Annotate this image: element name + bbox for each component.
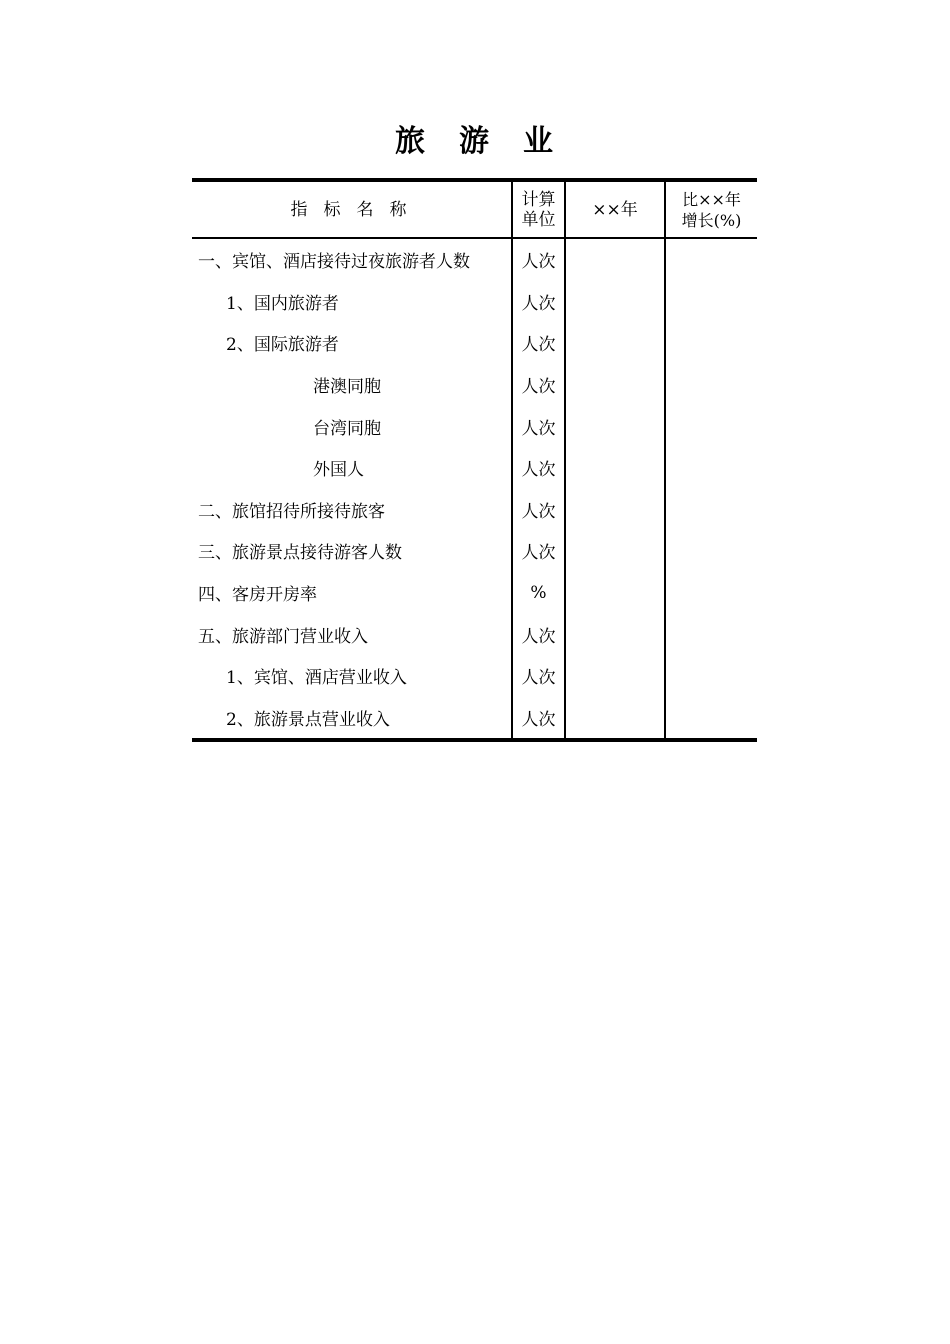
row-value-cell	[565, 405, 665, 447]
header-indicator-name: 指标名称	[192, 180, 512, 238]
header-unit	[512, 180, 565, 238]
row-growth-cell	[665, 364, 757, 406]
header-growth	[665, 180, 757, 238]
row-indicator-name: 2、国际旅游者	[226, 335, 339, 356]
header-unit-line1: 计算	[521, 189, 556, 210]
row-growth-cell	[665, 489, 757, 531]
row-indicator-name: 港澳同胞	[313, 377, 381, 398]
row-growth-cell	[665, 613, 757, 655]
row-indicator-name: 外国人	[313, 460, 364, 481]
table-row	[192, 322, 757, 364]
row-growth-cell	[665, 281, 757, 323]
row-indicator-name: 台湾同胞	[313, 418, 381, 439]
row-value-cell	[565, 364, 665, 406]
row-indicator-name: 1、宾馆、酒店营业收入	[226, 668, 407, 689]
tourism-stats-table	[192, 178, 757, 742]
row-unit: 人次	[512, 697, 565, 741]
row-unit: 人次	[512, 530, 565, 572]
table-row	[192, 655, 757, 697]
row-value-cell	[565, 530, 665, 572]
row-indicator-name: 三、旅游景点接待游客人数	[198, 543, 402, 564]
table-row	[192, 364, 757, 406]
row-indicator-name: 四、客房开房率	[198, 585, 317, 606]
table-row	[192, 697, 757, 741]
row-unit: 人次	[512, 364, 565, 406]
row-unit: 人次	[512, 238, 565, 281]
row-indicator-name: 1、国内旅游者	[226, 293, 339, 314]
row-indicator-name: 二、旅馆招待所接待旅客	[198, 501, 385, 522]
table-header-row	[192, 180, 757, 238]
header-value: ××年	[565, 180, 665, 238]
row-growth-cell	[665, 697, 757, 741]
row-unit: 人次	[512, 655, 565, 697]
row-growth-cell	[665, 447, 757, 489]
table-row	[192, 489, 757, 531]
table-row	[192, 530, 757, 572]
row-growth-cell	[665, 238, 757, 281]
table-row	[192, 447, 757, 489]
row-value-cell	[565, 697, 665, 741]
table-row	[192, 238, 757, 281]
page-title: 旅 游 业	[395, 124, 555, 159]
row-growth-cell	[665, 405, 757, 447]
row-unit: 人次	[512, 322, 565, 364]
row-growth-cell	[665, 655, 757, 697]
row-growth-cell	[665, 530, 757, 572]
row-unit: %	[512, 572, 565, 614]
table-row	[192, 572, 757, 614]
row-value-cell	[565, 447, 665, 489]
row-value-cell	[565, 489, 665, 531]
row-growth-cell	[665, 322, 757, 364]
row-growth-cell	[665, 572, 757, 614]
header-growth-line1: 比××年	[682, 189, 741, 209]
table-body	[192, 238, 757, 740]
row-indicator-name: 2、旅游景点营业收入	[192, 697, 512, 741]
row-indicator-name: 一、宾馆、酒店接待过夜旅游者人数	[198, 252, 470, 273]
table-row	[192, 281, 757, 323]
header-unit-line2: 单位	[521, 209, 556, 230]
row-unit: 人次	[512, 613, 565, 655]
row-unit: 人次	[512, 281, 565, 323]
row-value-cell	[565, 613, 665, 655]
row-indicator-name: 五、旅游部门营业收入	[198, 626, 368, 647]
row-unit: 人次	[512, 405, 565, 447]
row-value-cell	[565, 322, 665, 364]
row-value-cell	[565, 238, 665, 281]
header-growth-line2: 增长(%)	[681, 210, 742, 230]
row-unit: 人次	[512, 447, 565, 489]
row-value-cell	[565, 572, 665, 614]
table-row	[192, 405, 757, 447]
table-row	[192, 613, 757, 655]
row-value-cell	[565, 655, 665, 697]
row-value-cell	[565, 281, 665, 323]
row-unit: 人次	[512, 489, 565, 531]
